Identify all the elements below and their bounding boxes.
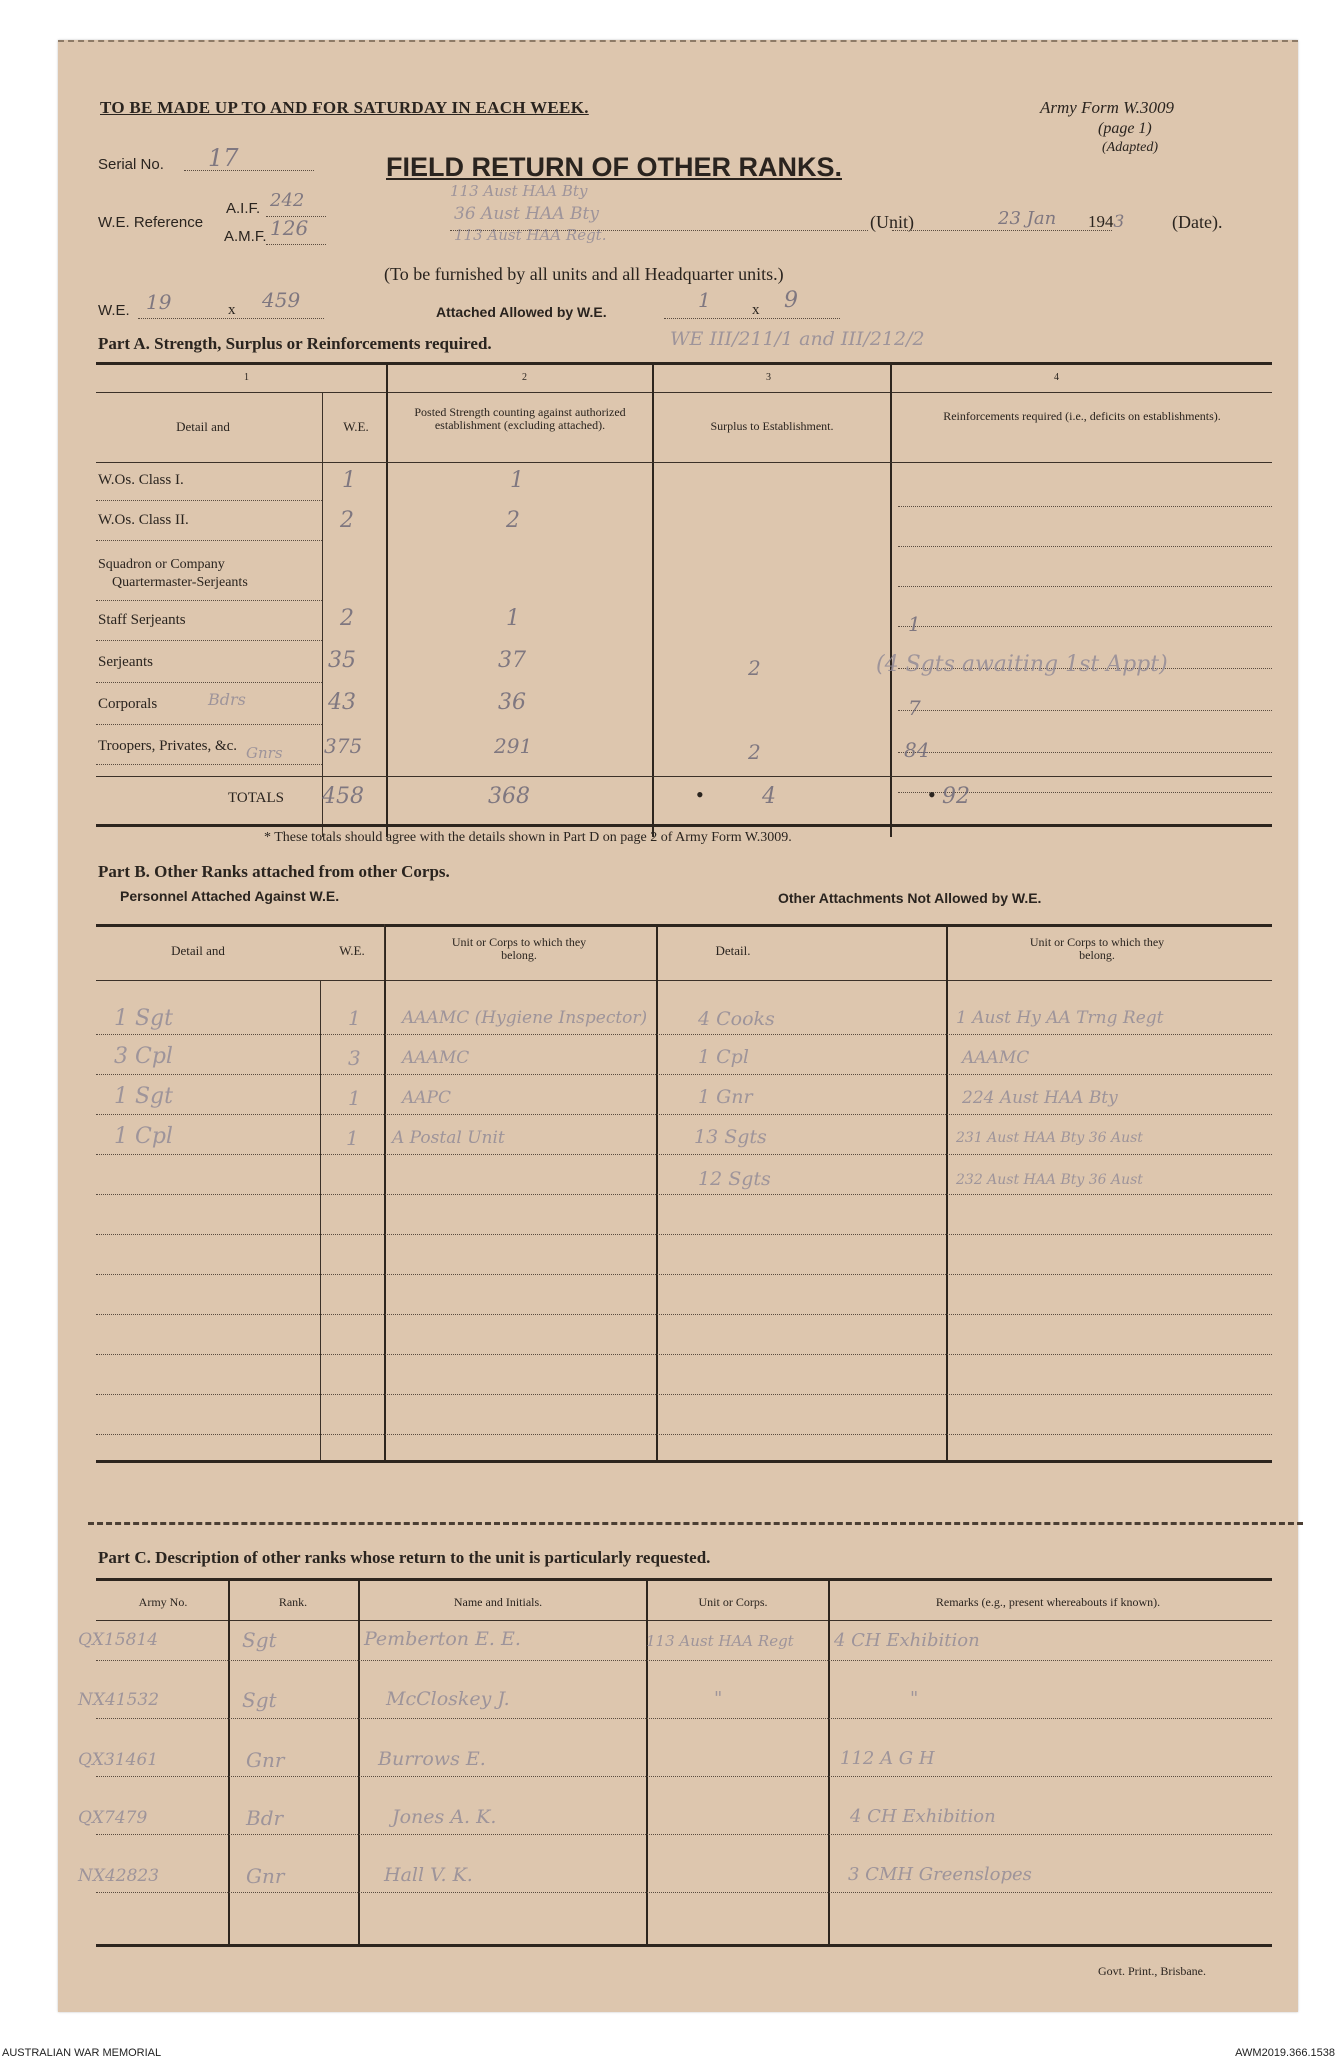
row-rule-7 xyxy=(96,764,322,765)
we-cpls: 43 xyxy=(328,690,356,715)
part-a-handwritten-note: WE III/211/1 and III/212/2 xyxy=(670,328,925,350)
c-row5-rank: Gnr xyxy=(246,1864,285,1888)
c-row2-unit: " xyxy=(714,1688,723,1709)
total-reinf: 92 xyxy=(942,784,970,809)
c-row1-name: Pemberton E. E. xyxy=(364,1628,521,1650)
c-row5-name: Hall V. K. xyxy=(384,1864,473,1886)
army-form-number: Army Form W.3009 xyxy=(1040,98,1174,117)
part-b-left-subtitle: Personnel Attached Against W.E. xyxy=(120,888,340,904)
date-year-printed: 194 xyxy=(1088,212,1114,231)
part-a-col-div-1 xyxy=(386,362,388,837)
c-row1-rank: Sgt xyxy=(242,1628,277,1652)
part-a-top-rule xyxy=(96,362,1272,365)
c-row1-remarks: 4 CH Exhibition xyxy=(834,1630,980,1651)
attached-value-a: 1 xyxy=(698,288,711,312)
b-header-unit-right: Unit or Corps to which they belong. xyxy=(1029,935,1165,962)
totals-label: TOTALS xyxy=(228,790,285,806)
header-we: W.E. xyxy=(343,419,369,434)
reinf-rule-1 xyxy=(898,506,1272,507)
c-row2-rank: Sgt xyxy=(242,1688,277,1712)
cpl-hw-note: Bdrs xyxy=(208,690,246,709)
reinf-ptes: 84 xyxy=(904,738,930,762)
col-num-3: 3 xyxy=(766,372,771,383)
row-label-wo2: W.Os. Class II. xyxy=(98,512,189,528)
attached-line xyxy=(664,318,840,319)
serial-line xyxy=(184,170,314,171)
b-row2-unit: AAAMC xyxy=(402,1048,470,1068)
reinf-rule-3 xyxy=(898,586,1272,587)
part-a-num-rule xyxy=(96,392,1272,393)
part-a-footnote: * These totals should agree with the details shown in Part D on page 2 of Army Form W.3009. xyxy=(264,830,792,845)
archive-credit: AUSTRALIAN WAR MEMORIAL xyxy=(2,2047,162,2059)
c-row4-rank: Bdr xyxy=(246,1806,284,1830)
part-c-row-rule xyxy=(96,1834,1272,1835)
c-row3-army-no: QX31461 xyxy=(78,1750,159,1770)
amf-value: 126 xyxy=(270,216,309,240)
part-a-we-div xyxy=(322,392,323,837)
b-row2-unit-r: AAAMC xyxy=(962,1048,1030,1068)
header-surplus: Surplus to Establishment. xyxy=(710,419,834,433)
c-row2-remarks: " xyxy=(910,1688,919,1709)
part-c-header-rule xyxy=(96,1620,1272,1621)
b-row3-unit-r: 224 Aust HAA Bty xyxy=(962,1088,1118,1108)
serial-value: 17 xyxy=(208,144,239,172)
part-b-row-rule xyxy=(96,1114,1272,1115)
b-div-right xyxy=(946,924,948,1460)
part-b-header-rule xyxy=(96,980,1272,981)
reinf-rule-6 xyxy=(898,710,1272,711)
part-b-row-rule xyxy=(96,1234,1272,1235)
posted-staff-sgts: 1 xyxy=(506,606,520,631)
posted-wo2: 2 xyxy=(506,508,520,533)
posted-sgts: 37 xyxy=(498,648,526,673)
we-sgts: 35 xyxy=(328,648,356,673)
b-row3-we: 1 xyxy=(348,1086,361,1110)
part-c-row-rule xyxy=(96,1892,1272,1893)
c-row3-remarks: 112 A G H xyxy=(840,1748,935,1769)
part-c-row-rule xyxy=(96,1660,1272,1661)
b-header-unit-left: Unit or Corps to which they belong. xyxy=(451,935,587,962)
row-label-cpls: Corporals xyxy=(98,696,158,712)
part-b-right-subtitle: Other Attachments Not Allowed by W.E. xyxy=(778,890,1042,906)
part-c-title: Part C. Description of other ranks whose return to the unit is particularly requested. xyxy=(98,1548,711,1567)
we-ptes: 375 xyxy=(324,734,363,758)
b-row2-detail: 3 Cpl xyxy=(114,1044,173,1069)
part-b-row-rule xyxy=(96,1154,1272,1155)
row-label-wo1: W.Os. Class I. xyxy=(98,472,184,488)
row-rule-5 xyxy=(96,682,322,683)
c-row3-rank: Gnr xyxy=(246,1748,285,1772)
c-row1-unit: 113 Aust HAA Regt xyxy=(646,1632,794,1650)
b-row1-unit-r: 1 Aust Hy AA Trng Regt xyxy=(956,1008,1164,1028)
we-wo1: 1 xyxy=(342,468,356,493)
reinf-staff-sgts: 1 xyxy=(908,612,921,636)
reinf-rule-7 xyxy=(898,752,1272,753)
c-div-4 xyxy=(828,1578,830,1944)
amf-label: A.M.F. xyxy=(224,228,267,245)
b-row5-unit-r: 232 Aust HAA Bty 36 Aust xyxy=(956,1172,1143,1188)
total-surplus-marker: • xyxy=(696,782,704,807)
col-num-4: 4 xyxy=(1054,372,1059,383)
part-b-top-rule xyxy=(96,924,1272,927)
page-number: (page 1) xyxy=(1098,120,1152,137)
b-row2-we: 3 xyxy=(348,1046,361,1070)
row-label-cqms: Squadron or Company Quartermaster-Serjeants xyxy=(98,557,248,590)
c-header-name: Name and Initials. xyxy=(453,1595,543,1609)
form-paper xyxy=(58,40,1298,2012)
pte-hw-note: Gnrs xyxy=(246,744,283,762)
b-row1-unit: AAAMC (Hygiene Inspector) xyxy=(402,1008,648,1028)
c-row5-remarks: 3 CMH Greenslopes xyxy=(848,1864,1032,1885)
perforation-middle xyxy=(88,1522,1303,1525)
amf-line xyxy=(266,244,326,245)
we-x: x xyxy=(228,302,236,318)
part-b-row-rule xyxy=(96,1034,1272,1035)
part-a-col-div-3 xyxy=(890,362,892,837)
b-div-mid xyxy=(656,924,658,1460)
aif-label: A.I.F. xyxy=(226,200,261,217)
c-row4-remarks: 4 CH Exhibition xyxy=(850,1806,996,1827)
b-row2-detail-r: 1 Cpl xyxy=(698,1046,749,1068)
c-header-army-no: Army No. xyxy=(138,1595,188,1609)
c-row4-name: Jones A. K. xyxy=(392,1806,497,1828)
we-label: W.E. xyxy=(98,302,130,319)
header-reinforcements: Reinforcements required (i.e., deficits on establishments). xyxy=(943,409,1221,423)
archive-accession: AWM2019.366.1538 xyxy=(1235,2047,1335,2059)
posted-wo1: 1 xyxy=(510,468,524,493)
part-b-row-rule xyxy=(96,1314,1272,1315)
part-b-row-rule xyxy=(96,1074,1272,1075)
part-b-row-rule xyxy=(96,1354,1272,1355)
part-c-row-rule xyxy=(96,1776,1272,1777)
b-header-we: W.E. xyxy=(339,943,365,958)
furnish-note: (To be furnished by all units and all Headquarter units.) xyxy=(384,264,784,284)
adapted-note: (Adapted) xyxy=(1102,140,1158,155)
b-row4-detail-r: 13 Sgts xyxy=(694,1126,767,1148)
unit-line-2: 36 Aust HAA Bty xyxy=(454,204,599,224)
aif-value: 242 xyxy=(270,190,305,211)
b-row3-unit: AAPC xyxy=(402,1088,451,1108)
row-label-staff-sgts: Staff Serjeants xyxy=(98,612,186,628)
serial-label: Serial No. xyxy=(98,156,164,173)
totals-top-rule xyxy=(96,776,1272,777)
c-row4-army-no: QX7479 xyxy=(78,1808,148,1828)
unit-line-3: 113 Aust HAA Regt. xyxy=(454,226,607,244)
reinf-cpls: 7 xyxy=(908,696,921,720)
c-row5-army-no: NX42823 xyxy=(78,1866,160,1886)
total-reinf-marker: • xyxy=(928,782,936,807)
c-row1-army-no: QX15814 xyxy=(78,1630,159,1650)
b-div-we xyxy=(320,980,321,1460)
b-header-detail-right: Detail. xyxy=(715,943,751,958)
total-surplus: 4 xyxy=(762,784,776,809)
b-header-detail: Detail and xyxy=(171,943,225,958)
reinf-rule-2 xyxy=(898,546,1272,547)
part-a-header-rule xyxy=(96,462,1272,463)
part-b-row-rule xyxy=(96,1394,1272,1395)
row-label-sgts: Serjeants xyxy=(98,654,153,670)
reinf-rule-4 xyxy=(898,626,1272,627)
c-header-unit: Unit or Corps. xyxy=(698,1595,768,1609)
attached-value-b: 9 xyxy=(784,288,798,313)
b-row3-detail: 1 Sgt xyxy=(114,1084,173,1109)
surplus-sgts: 2 xyxy=(748,656,761,680)
reinf-sgts: (4 Sgts awaiting 1st Appt) xyxy=(876,652,1168,677)
part-a-title: Part A. Strength, Surplus or Reinforcements required. xyxy=(98,334,492,353)
b-row4-we: 1 xyxy=(346,1126,359,1150)
perforation-top xyxy=(58,40,1298,42)
form-title: FIELD RETURN OF OTHER RANKS. xyxy=(386,152,842,182)
part-b-row-rule xyxy=(96,1274,1272,1275)
c-row2-name: McCloskey J. xyxy=(386,1688,510,1710)
unit-label: (Unit) xyxy=(870,212,914,232)
row-rule-1 xyxy=(96,500,322,501)
we-wo2: 2 xyxy=(340,508,354,533)
b-div-unit-bottom xyxy=(384,924,385,980)
part-b-title: Part B. Other Ranks attached from other Corps. xyxy=(98,862,450,881)
part-c-row-rule xyxy=(96,1718,1272,1719)
part-b-bottom-rule xyxy=(96,1460,1272,1463)
part-b-row-rule xyxy=(96,1434,1272,1435)
col-num-2: 2 xyxy=(522,372,527,383)
date-year-handwritten: 3 xyxy=(1113,212,1125,232)
attached-label: Attached Allowed by W.E. xyxy=(436,304,607,320)
b-row4-unit: A Postal Unit xyxy=(392,1128,505,1148)
we-staff-sgts: 2 xyxy=(340,606,354,631)
part-a-col-div-2 xyxy=(652,362,654,837)
col-num-1: 1 xyxy=(244,372,249,383)
b-div-unit xyxy=(384,924,386,1460)
posted-ptes: 291 xyxy=(494,734,533,758)
we-reference-label: W.E. Reference xyxy=(98,214,204,231)
we-value-b: 459 xyxy=(262,288,301,312)
row-rule-6 xyxy=(96,724,322,725)
posted-cpls: 36 xyxy=(498,690,526,715)
unit-line xyxy=(450,230,868,231)
b-row4-detail: 1 Cpl xyxy=(114,1124,173,1149)
part-a-bottom-rule xyxy=(96,824,1272,827)
b-row3-detail-r: 1 Gnr xyxy=(698,1086,753,1108)
we-value-a: 19 xyxy=(146,290,172,314)
header-posted: Posted Strength counting against authorized establishment (excluding attached). xyxy=(414,405,626,432)
date-label: (Date). xyxy=(1172,212,1223,232)
attached-x: x xyxy=(752,302,760,318)
part-c-top-rule xyxy=(96,1578,1272,1581)
header-detail: Detail and xyxy=(176,419,230,434)
b-row4-unit-r: 231 Aust HAA Bty 36 Aust xyxy=(956,1130,1143,1146)
b-row1-detail: 1 Sgt xyxy=(114,1006,173,1031)
b-row1-we: 1 xyxy=(348,1006,361,1030)
unit-line-1: 113 Aust HAA Bty xyxy=(450,182,588,200)
instruction-heading: TO BE MADE UP TO AND FOR SATURDAY IN EACH WEEK. xyxy=(100,98,589,117)
row-label-ptes: Troopers, Privates, &c. xyxy=(98,738,238,754)
date-line xyxy=(892,230,1112,231)
b-row1-detail-r: 4 Cooks xyxy=(698,1008,775,1030)
part-b-row-rule xyxy=(96,1194,1272,1195)
b-row5-detail-r: 12 Sgts xyxy=(698,1168,771,1190)
surplus-ptes: 2 xyxy=(748,740,761,764)
we-line xyxy=(138,318,324,319)
c-row3-name: Burrows E. xyxy=(378,1748,486,1770)
c-div-1 xyxy=(228,1578,230,1944)
c-row2-army-no: NX41532 xyxy=(78,1690,160,1710)
date-value: 23 Jan xyxy=(998,208,1057,229)
c-header-remarks: Remarks (e.g., present whereabouts if known). xyxy=(935,1595,1161,1609)
part-c-bottom-rule xyxy=(96,1944,1272,1947)
date-year xyxy=(1088,212,1124,232)
printer-imprint: Govt. Print., Brisbane. xyxy=(1098,1964,1206,1978)
row-rule-3 xyxy=(96,600,322,601)
c-header-rank: Rank. xyxy=(278,1595,308,1609)
total-posted: 368 xyxy=(488,784,530,809)
c-div-2 xyxy=(358,1578,360,1944)
row-rule-4 xyxy=(96,640,322,641)
row-rule-2 xyxy=(96,540,322,541)
total-we: 458 xyxy=(322,784,364,809)
